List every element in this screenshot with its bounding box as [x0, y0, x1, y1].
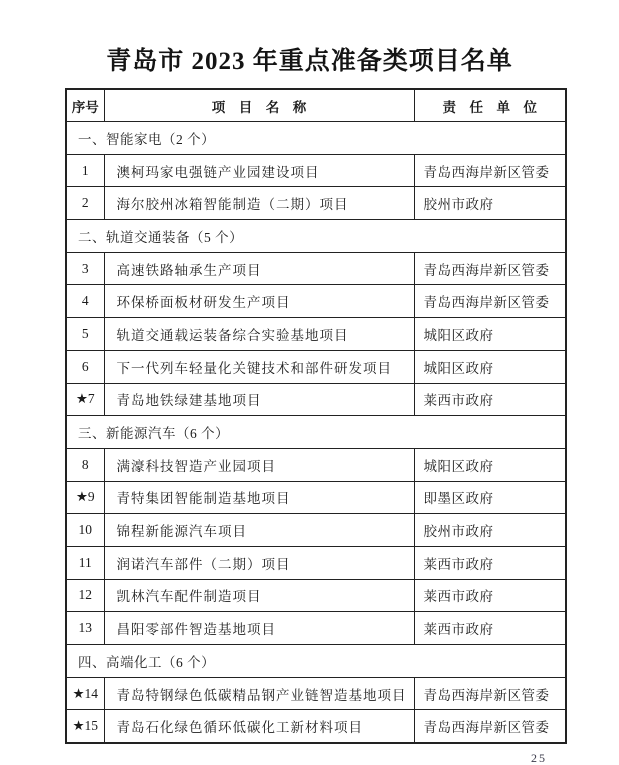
- project-name-cell: 青岛特钢绿色低碳精品钢产业链智造基地项目: [104, 677, 414, 710]
- project-name-cell: 青特集团智能制造基地项目: [104, 481, 414, 514]
- header-project-name: 项 目 名 称: [104, 89, 414, 122]
- project-name-cell: 青岛地铁绿建基地项目: [104, 383, 414, 416]
- projects-table: [65, 88, 567, 744]
- serial-cell: 11: [66, 546, 104, 579]
- project-row: [66, 514, 566, 547]
- project-row: [66, 579, 566, 612]
- table-body: [66, 122, 566, 744]
- responsible-unit-cell: 莱西市政府: [414, 546, 566, 579]
- header-row: [66, 89, 566, 122]
- project-name-cell: 高速铁路轴承生产项目: [104, 252, 414, 285]
- responsible-unit-cell: 即墨区政府: [414, 481, 566, 514]
- responsible-unit-cell: 莱西市政府: [414, 383, 566, 416]
- serial-cell: 10: [66, 514, 104, 547]
- header-responsible-unit: 责 任 单 位: [414, 89, 566, 122]
- section-heading: 四、高端化工（6 个）: [66, 645, 566, 678]
- serial-cell: 4: [66, 285, 104, 318]
- project-name-cell: 满濠科技智造产业园项目: [104, 448, 414, 481]
- responsible-unit-cell: 青岛西海岸新区管委: [414, 285, 566, 318]
- project-row: [66, 612, 566, 645]
- responsible-unit-cell: 青岛西海岸新区管委: [414, 677, 566, 710]
- serial-cell: ★14: [66, 677, 104, 710]
- page-title: 青岛市 2023 年重点准备类项目名单: [106, 48, 513, 75]
- section-heading: 二、轨道交通装备（5 个）: [66, 220, 566, 253]
- page-number-fragment: 25: [531, 751, 547, 765]
- serial-cell: ★7: [66, 383, 104, 416]
- project-row: [66, 481, 566, 514]
- section-heading: 三、新能源汽车（6 个）: [66, 416, 566, 449]
- serial-cell: 12: [66, 579, 104, 612]
- serial-cell: ★15: [66, 710, 104, 743]
- project-row: [66, 350, 566, 383]
- project-row: [66, 546, 566, 579]
- serial-cell: 5: [66, 318, 104, 351]
- project-row: [66, 383, 566, 416]
- section-row: [66, 645, 566, 678]
- project-name-cell: 润诺汽车部件（二期）项目: [104, 546, 414, 579]
- project-row: [66, 285, 566, 318]
- project-name-cell: 澳柯玛家电强链产业园建设项目: [104, 154, 414, 187]
- project-name-cell: 昌阳零部件智造基地项目: [104, 612, 414, 645]
- responsible-unit-cell: 胶州市政府: [414, 187, 566, 220]
- responsible-unit-cell: 莱西市政府: [414, 579, 566, 612]
- project-row: [66, 187, 566, 220]
- responsible-unit-cell: 胶州市政府: [414, 514, 566, 547]
- section-row: [66, 122, 566, 155]
- project-name-cell: 海尔胶州冰箱智能制造（二期）项目: [104, 187, 414, 220]
- serial-cell: 2: [66, 187, 104, 220]
- responsible-unit-cell: 城阳区政府: [414, 448, 566, 481]
- responsible-unit-cell: 城阳区政府: [414, 318, 566, 351]
- serial-cell: 6: [66, 350, 104, 383]
- responsible-unit-cell: 城阳区政府: [414, 350, 566, 383]
- project-name-cell: 环保桥面板材研发生产项目: [104, 285, 414, 318]
- project-name-cell: 凯林汽车配件制造项目: [104, 579, 414, 612]
- serial-cell: 13: [66, 612, 104, 645]
- project-row: [66, 252, 566, 285]
- project-name-cell: 青岛石化绿色循环低碳化工新材料项目: [104, 710, 414, 743]
- header-serial: 序号: [66, 89, 104, 122]
- serial-cell: 3: [66, 252, 104, 285]
- project-row: [66, 318, 566, 351]
- responsible-unit-cell: 青岛西海岸新区管委: [414, 154, 566, 187]
- project-name-cell: 下一代列车轻量化关键技术和部件研发项目: [104, 350, 414, 383]
- responsible-unit-cell: 青岛西海岸新区管委: [414, 252, 566, 285]
- project-row: [66, 448, 566, 481]
- section-row: [66, 220, 566, 253]
- responsible-unit-cell: 莱西市政府: [414, 612, 566, 645]
- responsible-unit-cell: 青岛西海岸新区管委: [414, 710, 566, 743]
- section-row: [66, 416, 566, 449]
- section-heading: 一、智能家电（2 个）: [66, 122, 566, 155]
- project-row: [66, 710, 566, 743]
- serial-cell: 8: [66, 448, 104, 481]
- project-name-cell: 锦程新能源汽车项目: [104, 514, 414, 547]
- project-row: [66, 154, 566, 187]
- project-name-cell: 轨道交通载运装备综合实验基地项目: [104, 318, 414, 351]
- project-row: [66, 677, 566, 710]
- table-header: [66, 89, 566, 122]
- serial-cell: 1: [66, 154, 104, 187]
- serial-cell: ★9: [66, 481, 104, 514]
